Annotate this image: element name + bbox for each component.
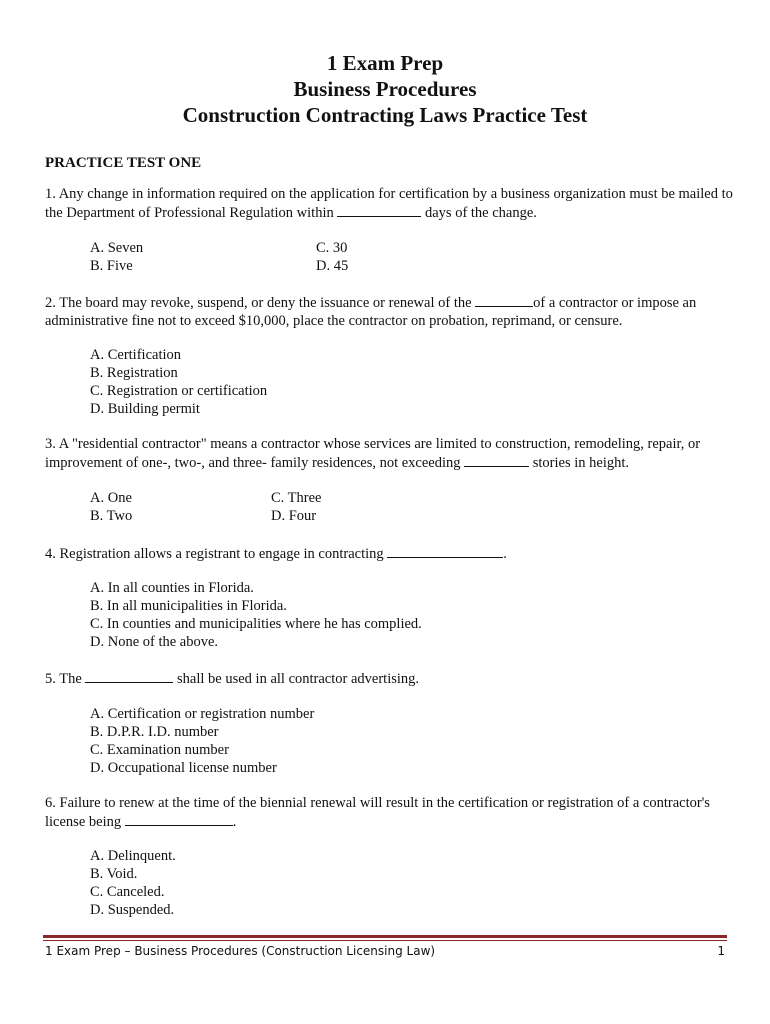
question-text: 3. A "residential contractor" means a contractor whose services are limited to construction, remodeling, repair, or improvement of one-, two-, and three- family residences, not exceeding — [45, 436, 701, 471]
option: C. Examination number — [90, 742, 229, 758]
option: D. Building permit — [90, 401, 200, 417]
option: B. D.P.R. I.D. number — [90, 724, 219, 740]
option: D. Four — [271, 508, 317, 524]
question-text: of a contractor or impose an administrative fine not to exceed $10,000, place the contractor on probation, reprimand, or censure. — [45, 295, 697, 329]
options-5 — [90, 705, 314, 777]
option: C. 30 — [316, 240, 348, 256]
question-3 — [45, 435, 735, 472]
option: A. In all counties in Florida. — [90, 580, 254, 596]
question-text: shall be used in all contractor advertising. — [173, 671, 420, 687]
section-title: PRACTICE TEST ONE — [45, 155, 202, 171]
question-6 — [45, 794, 735, 831]
option: C. Canceled. — [90, 884, 165, 900]
option: D. Suspended. — [90, 902, 175, 918]
option: B. Void. — [90, 866, 138, 882]
answer-blank — [464, 453, 529, 467]
options-1 — [90, 239, 436, 275]
question-text: days of the change. — [421, 205, 537, 221]
page-number: 1 — [717, 944, 725, 958]
question-text: 5. The — [45, 671, 86, 687]
footer-divider — [43, 935, 727, 938]
footer-text: 1 Exam Prep – Business Procedures (Construction Licensing Law) — [45, 944, 436, 958]
options-2 — [90, 346, 267, 418]
document-header — [0, 50, 770, 128]
option: C. In counties and municipalities where he has complied. — [90, 616, 422, 632]
option: D. None of the above. — [90, 634, 219, 650]
question-text: 4. Registration allows a registrant to engage in contracting — [45, 546, 388, 562]
question-text: 6. Failure to renew at the time of the biennial renewal will result in the certification or registration of a contractor's license being — [45, 795, 710, 830]
header-line-1: 1 Exam Prep — [326, 51, 444, 75]
option: A. Delinquent. — [90, 848, 176, 864]
option: B. Registration — [90, 365, 178, 381]
option: A. Certification — [90, 347, 182, 363]
question-5 — [45, 669, 735, 688]
option: A. One — [90, 490, 132, 506]
option: A. Seven — [90, 240, 144, 256]
answer-blank — [337, 203, 421, 217]
question-text: . — [503, 546, 507, 562]
option: B. In all municipalities in Florida. — [90, 598, 287, 614]
options-3 — [90, 489, 391, 525]
option: C. Three — [271, 490, 322, 506]
option: B. Five — [90, 258, 133, 274]
question-text: . — [232, 814, 237, 830]
option: D. 45 — [316, 258, 349, 274]
answer-blank — [475, 293, 533, 307]
question-1 — [45, 185, 735, 222]
question-text: 2. The board may revoke, suspend, or deny the issuance or renewal of the — [45, 295, 476, 311]
answer-blank — [85, 669, 173, 683]
question-2 — [45, 293, 735, 330]
options-6 — [90, 847, 176, 919]
header-line-2: Business Procedures — [293, 77, 477, 101]
option: D. Occupational license number — [90, 760, 277, 776]
footer-divider-thin — [43, 940, 727, 941]
answer-blank — [125, 812, 233, 826]
header-line-3: Construction Contracting Laws Practice Test — [182, 103, 588, 127]
options-4 — [90, 579, 422, 651]
question-text: 1. Any change in information required on the application for certification by a business organization must be mailed to the Department of Professional Regulation within — [45, 186, 733, 221]
option: B. Two — [90, 508, 133, 524]
answer-blank — [387, 544, 503, 558]
option: C. Registration or certification — [90, 383, 268, 399]
question-4 — [45, 544, 735, 563]
option: A. Certification or registration number — [90, 706, 315, 722]
question-text: stories in height. — [529, 455, 630, 471]
